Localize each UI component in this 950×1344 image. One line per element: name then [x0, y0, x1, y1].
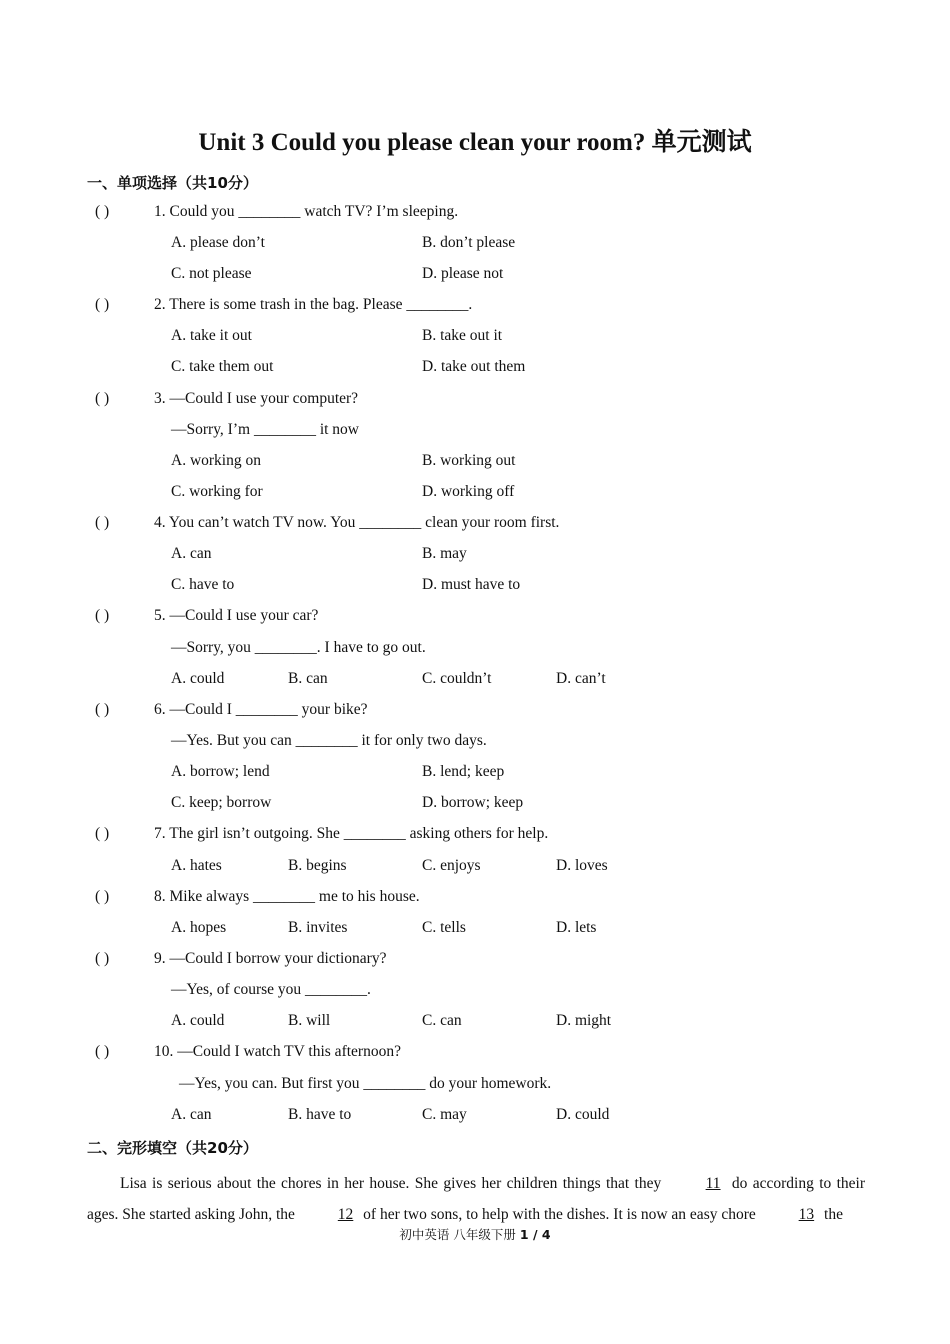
option-b: B. working out: [422, 452, 516, 469]
answer-paren[interactable]: ( ): [95, 701, 110, 718]
option-d: D. must have to: [422, 576, 521, 593]
answer-paren[interactable]: ( ): [95, 514, 110, 531]
question-6: [95, 701, 368, 719]
question-line2: —Yes, you can. But first you ________ do your homework.: [179, 1075, 552, 1092]
option-d: D. might: [556, 1012, 612, 1029]
option-c: C. couldn’t: [422, 670, 492, 687]
question-stem: 10. —Could I watch TV this afternoon?: [154, 1043, 401, 1060]
option-a: A. please don’t: [171, 234, 265, 251]
option-c: C. tells: [422, 919, 466, 936]
option-b: B. will: [288, 1012, 331, 1029]
answer-paren[interactable]: ( ): [95, 888, 110, 905]
page-title: Unit 3 Could you please clean your room? 单元测试: [198, 129, 752, 156]
question-10: [95, 1043, 401, 1061]
option-d: D. take out them: [422, 358, 526, 375]
option-a: A. could: [171, 670, 225, 687]
option-c: C. keep; borrow: [171, 794, 272, 811]
question-stem: 1. Could you ________ watch TV? I’m sleeping.: [154, 203, 459, 220]
question-7: [95, 825, 548, 843]
option-b: B. begins: [288, 857, 347, 874]
option-d: D. loves: [556, 857, 608, 874]
section-heading-single-choice: 一、单项选择（共10分）: [87, 174, 258, 192]
option-b: B. can: [288, 670, 328, 687]
passage-text: of her two sons, to help with the dishes. It is now an easy chore: [363, 1206, 756, 1223]
question-3: [95, 390, 358, 408]
question-stem: 8. Mike always ________ me to his house.: [154, 888, 420, 905]
option-b: B. lend; keep: [422, 763, 505, 780]
cloze-passage: [87, 1168, 865, 1230]
blank-13[interactable]: 13: [798, 1206, 815, 1223]
option-a: A. working on: [171, 452, 261, 469]
question-stem: 9. —Could I borrow your dictionary?: [154, 950, 387, 967]
question-9: [95, 950, 386, 968]
option-d: D. borrow; keep: [422, 794, 524, 811]
question-stem: 6. —Could I ________ your bike?: [154, 701, 368, 718]
answer-paren[interactable]: ( ): [95, 390, 110, 407]
option-b: B. invites: [288, 919, 348, 936]
option-a: A. hates: [171, 857, 222, 874]
option-d: D. could: [556, 1106, 610, 1123]
page-number: 1 / 4: [519, 1227, 551, 1242]
section-heading-cloze: 二、完形填空（共20分）: [87, 1139, 258, 1157]
question-5: [95, 607, 318, 625]
question-2: [95, 296, 472, 314]
question-stem: 3. —Could I use your computer?: [154, 390, 359, 407]
answer-paren[interactable]: ( ): [95, 1043, 110, 1060]
question-8: [95, 888, 420, 906]
question-stem: 7. The girl isn’t outgoing. She ________ asking others for help.: [154, 825, 549, 842]
passage-text: do according to their ages. She started asking John, the: [87, 1175, 866, 1223]
option-c: C. enjoys: [422, 857, 481, 874]
question-stem: 2. There is some trash in the bag. Please ________.: [154, 296, 473, 313]
option-b: B. don’t please: [422, 234, 516, 251]
option-a: A. hopes: [171, 919, 227, 936]
option-c: C. take them out: [171, 358, 274, 375]
blank-12[interactable]: 12: [337, 1206, 354, 1223]
option-a: A. could: [171, 1012, 225, 1029]
option-c: C. may: [422, 1106, 467, 1123]
option-a: A. take it out: [171, 327, 252, 344]
answer-paren[interactable]: ( ): [95, 607, 110, 624]
option-a: A. can: [171, 545, 212, 562]
answer-paren[interactable]: ( ): [95, 950, 110, 967]
passage-text: the: [824, 1206, 843, 1223]
question-1: [95, 203, 458, 221]
option-c: C. can: [422, 1012, 462, 1029]
option-b: B. have to: [288, 1106, 352, 1123]
passage-text: Lisa is serious about the chores in her house. She gives her children things that they: [120, 1175, 662, 1192]
option-d: D. please not: [422, 265, 504, 282]
footer-course: 初中英语 八年级下册: [399, 1227, 516, 1242]
question-stem: 5. —Could I use your car?: [154, 607, 319, 624]
answer-paren[interactable]: ( ): [95, 825, 110, 842]
option-b: B. may: [422, 545, 467, 562]
question-4: [95, 514, 559, 532]
option-d: D. lets: [556, 919, 597, 936]
question-line2: —Sorry, I’m ________ it now: [171, 421, 359, 438]
option-d: D. working off: [422, 483, 515, 500]
option-c: C. not please: [171, 265, 252, 282]
option-c: C. have to: [171, 576, 235, 593]
question-line2: —Yes. But you can ________ it for only two days.: [171, 732, 487, 749]
option-a: A. can: [171, 1106, 212, 1123]
blank-11[interactable]: 11: [705, 1175, 721, 1192]
option-d: D. can’t: [556, 670, 606, 687]
question-stem: 4. You can’t watch TV now. You ________ clean your room first.: [154, 514, 560, 531]
question-line2: —Yes, of course you ________.: [171, 981, 371, 998]
question-line2: —Sorry, you ________. I have to go out.: [171, 639, 426, 656]
answer-paren[interactable]: ( ): [95, 203, 110, 220]
answer-paren[interactable]: ( ): [95, 296, 110, 313]
option-c: C. working for: [171, 483, 263, 500]
page-footer: [0, 1225, 950, 1243]
option-b: B. take out it: [422, 327, 503, 344]
option-a: A. borrow; lend: [171, 763, 270, 780]
